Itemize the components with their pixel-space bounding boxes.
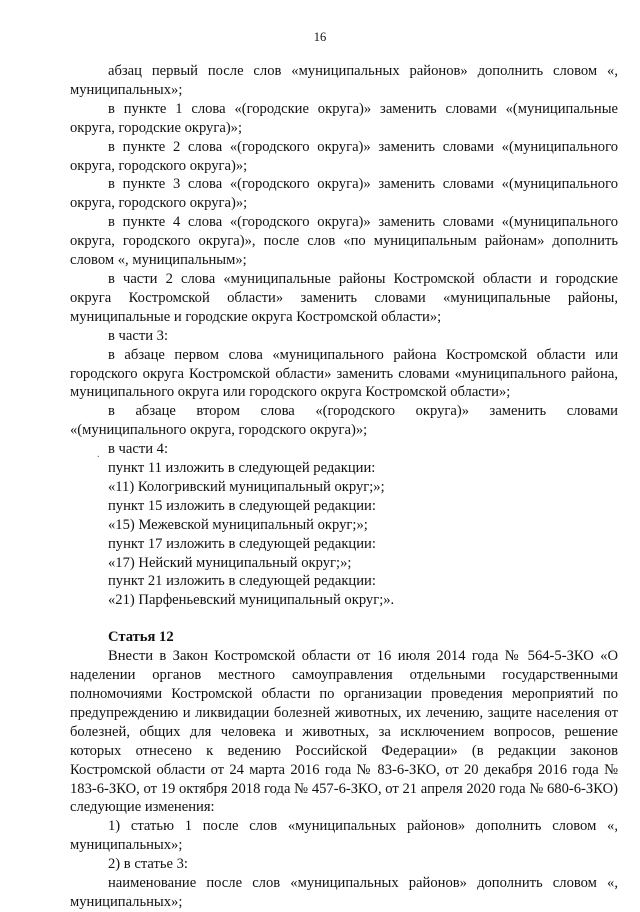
- paragraph: «15) Межевской муниципальный округ;»;: [108, 516, 368, 533]
- paragraph: пункт 11 изложить в следующей редакции:: [108, 460, 376, 477]
- paragraph: в части 2 слова «муниципальные районы Костромской области и городские округа Костромской области» заменить словами «муниципальные районы, муниципальные и городские округа Костромской области»;: [70, 270, 618, 325]
- paragraph: в пункте 2 слова «(городского округа)» заменить словами «(муниципального округа, городского округа)»;: [70, 138, 618, 174]
- stray-mark: .: [97, 449, 100, 460]
- paragraph: абзац первый после слов «муниципальных районов» дополнить словом «, муниципальных»;: [70, 63, 618, 98]
- paragraph: в пункте 1 слова «(городские округа)» заменить словами «(муниципальные округа, городские округа)»;: [70, 100, 618, 136]
- paragraph: в пункте 4 слова «(городского округа)» заменить словами «(муниципального округа, городского округа)», после слов «по муниципальным районам» дополнить словом «, муниципальным»;: [70, 214, 618, 269]
- paragraph: пункт 21 изложить в следующей редакции:: [108, 573, 376, 590]
- paragraph: в части 3:: [108, 327, 169, 344]
- paragraph: в части 4:: [108, 441, 169, 458]
- paragraph: в абзаце первом слова «муниципального района Костромской области или городского округа Костромской области» заменить словами «муниципального района, муниципального округа или городского округа Костромской области»;: [70, 346, 618, 401]
- paragraph: Внести в Закон Костромской области от 16 июля 2014 года № 564-5-ЗКО «О наделении органов местного самоуправления отдельными государственными полномочиями Костромской области по организации проведения мероприятий по предупреждению и ликвидации болезней животных, их лечению, защите населения от болезней, общих для человека и животных, за исключением вопросов, решение которых отнесено к ведению Российской Федерации» (в редакции законов Костромской области от 24 марта 2016 года № 83-6-ЗКО, от 20 декабря 2016 года № 183-6-ЗКО, от 19 октября 2018 года № 457-6-ЗКО, от 21 апреля 2020 года № 680-6-ЗКО) следующие изменения:: [70, 648, 618, 816]
- paragraph: пункт 17 изложить в следующей редакции:: [108, 535, 376, 552]
- paragraph: пункт 15 изложить в следующей редакции:: [108, 497, 376, 514]
- paragraph: «17) Нейский муниципальный округ;»;: [108, 554, 352, 571]
- paragraph: в абзаце втором слова «(городского округа)» заменить словами «(муниципального округа, городского округа)»;: [70, 403, 618, 439]
- paragraph: «21) Парфеньевский муниципальный округ;».: [108, 592, 395, 609]
- document-body: [70, 62, 618, 912]
- paragraph: в пункте 3 слова «(городского округа)» заменить словами «(муниципального округа, городского округа)»;: [70, 176, 618, 212]
- paragraph: 2) в статье 3:: [108, 856, 188, 873]
- paragraph: наименование после слов «муниципальных районов» дополнить словом «, муниципальных»;: [70, 875, 618, 910]
- page-number: 16: [313, 30, 327, 44]
- paragraph: «11) Кологривский муниципальный округ;»;: [108, 478, 385, 495]
- paragraph: 1) статью 1 после слов «муниципальных районов» дополнить словом «, муниципальных»;: [70, 818, 618, 854]
- article-heading: Статья 12: [108, 629, 174, 646]
